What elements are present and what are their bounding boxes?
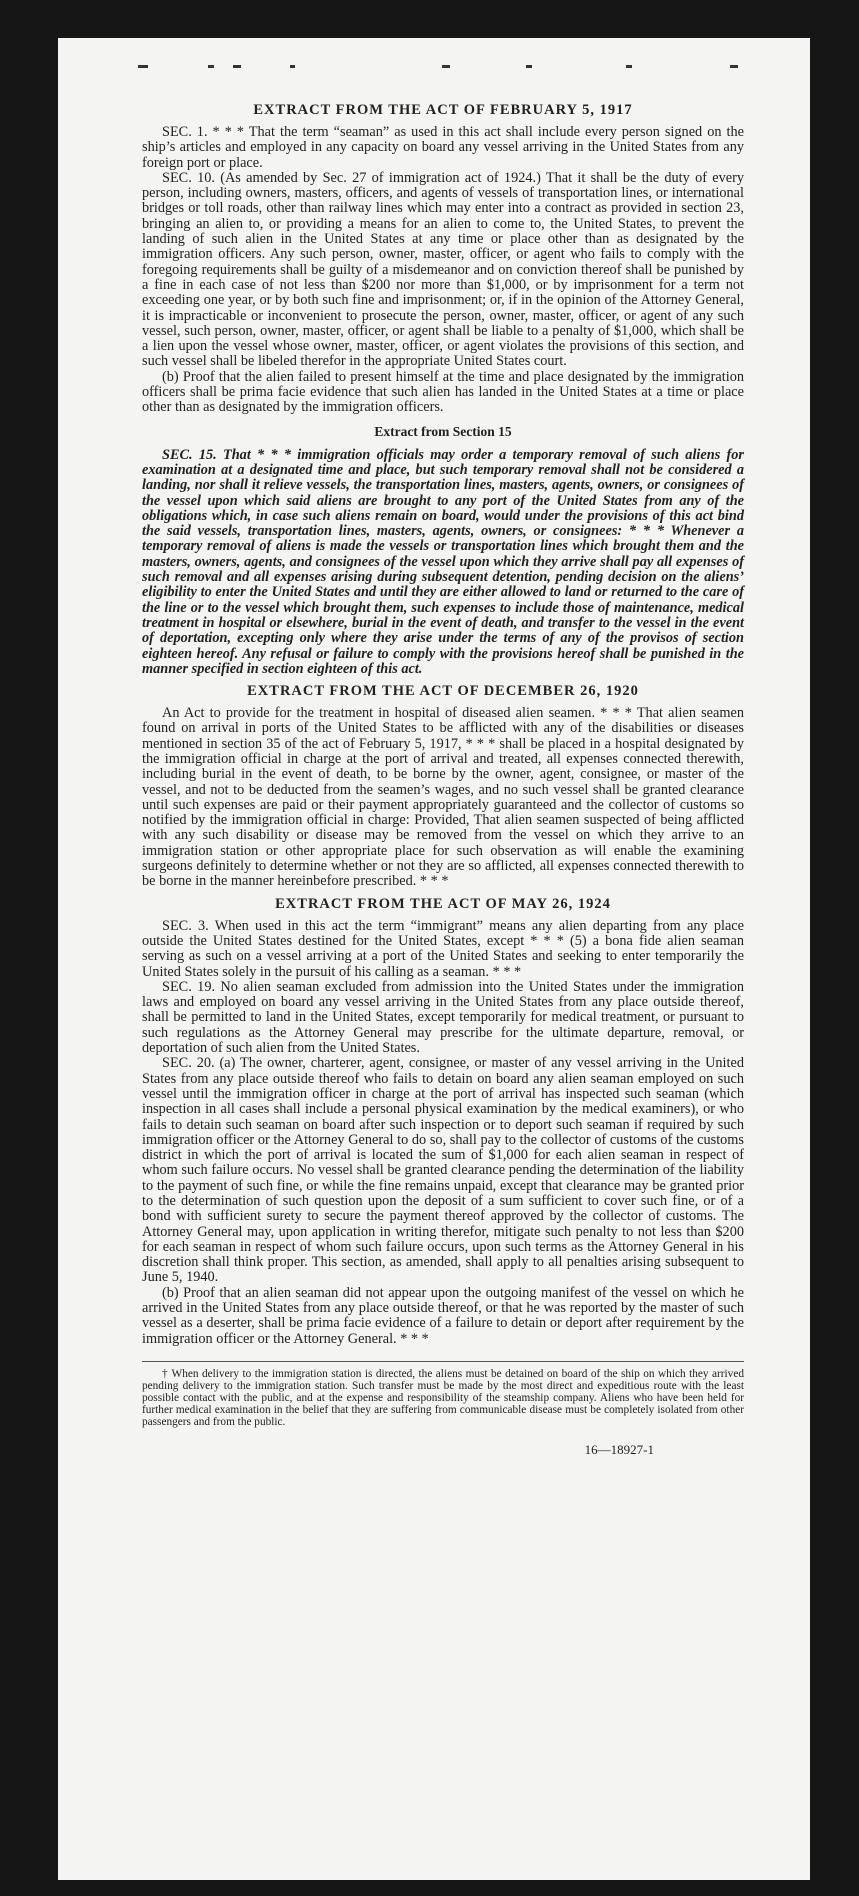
section-15 <box>142 448 744 677</box>
paragraph: (b) Proof that the alien failed to present himself at the time and place designated by the immigration officers shall be prima facie evidence that such alien has landed in the United States at a time or place other than as designated by the immigration officers. <box>142 368 744 416</box>
section-1924 <box>142 919 744 1347</box>
paragraph: SEC. 1. * * * That the term “seaman” as used in this act shall include every person signed on the ship’s articles and employed in any capacity on board any vessel arriving in the United States from any foreign port or place. <box>142 124 744 171</box>
section-title-1924: EXTRACT FROM THE ACT OF MAY 26, 1924 <box>275 895 611 912</box>
paragraph: SEC. 20. (a) The owner, charterer, agent, consignee, or master of any vessel arriving in the United States from any place outside thereof who fails to detain on board any alien seaman employed on such vessel until the immigration officer in charge at the port of arrival has inspected such seaman (which inspection in all cases shall include a personal physical examination by the medical examiners), or who fails to detain such seaman on board after such inspection or to deport such seaman if required by such immigration officer or the Attorney General to do so, shall pay to the collector of customs of the customs district in which the port of arrival is located the sum of $1,000 for each alien seaman in respect of whom such failure occurs. No vessel shall be granted clearance pending the determination of the liability to the payment of such fine, or while the fine remains unpaid, except that clearance may be granted prior to the determination of such question upon the deposit of a sum sufficient to cover such fine, or of a bond with sufficient surety to secure the payment thereof approved by the collector of customs. The Attorney General may, upon application in writing therefor, mitigate such penalty to not less than $200 for each seaman in respect of whom such failure occurs, upon such terms as the Attorney General in his discretion shall think proper. This section, as amended, shall apply to all penalties arising subsequent to June 5, 1940. <box>142 1055 744 1286</box>
section-title-1917: EXTRACT FROM THE ACT OF FEBRUARY 5, 1917 <box>253 102 633 118</box>
section-title-1920: EXTRACT FROM THE ACT OF DECEMBER 26, 1920 <box>247 683 639 700</box>
section-1917 <box>142 125 744 416</box>
section-1920 <box>142 706 744 890</box>
section-title-15: Extract from Section 15 <box>374 423 512 439</box>
footnote-divider <box>142 1361 744 1362</box>
footnote <box>142 1368 744 1428</box>
paragraph: SEC. 3. When used in this act the term “immigrant” means any alien departing from any place outside the United States destined for the United States, except * * * (5) a bona fide alien seaman serving as such on a vessel arriving at a port of the United States and seeking to enter temporarily the United States solely in the pursuit of his calling as a seaman. * * * <box>142 917 744 980</box>
punch-marks <box>58 65 810 75</box>
footnote-text: † When delivery to the immigration station is directed, the aliens must be detained on board of the ship on which they arrived pending delivery to the immigration station. Such transfer must be made by the most direct and expeditious route with the least possible contact with the public, and at the expense and responsibility of the steamship company. Aliens who have been held for further medical examination in the belief that they are suffering from communicable disease must be completely isolated from other passengers and from the public. <box>142 1367 744 1428</box>
paragraph: SEC. 10. (As amended by Sec. 27 of immigration act of 1924.) That it shall be the duty of every person, including owners, masters, officers, and agents of vessels of transportation lines, or international bridges or toll roads, other than railway lines which may enter into a contract as provided in section 23, bringing an alien to, or providing a means for an alien to come to, the United States, to prevent the landing of such alien in the United States at any time or place other than as designated by the immigration officers. Any such person, owner, master, officer, or agent who fails to comply with the foregoing requirements shall be guilty of a misdemeanor and on conviction thereof shall be punished by a fine in each case of not less than $200 nor more than $1,000, or by imprisonment for a term not exceeding one year, or by both such fine and imprisonment; or, if in the opinion of the Attorney General, it is impracticable or inconvenient to prosecute the person, owner, master, officer, or agent of any such vessel, such person, owner, master, officer, or agent shall be liable to a penalty of $1,000, which shall be a lien upon the vessel whose owner, master, officer, or agent violates the provisions of this section, and such vessel shall be libeled therefor in the appropriate United States court. <box>142 169 744 370</box>
paragraph: (b) Proof that an alien seaman did not appear upon the outgoing manifest of the vessel on which he arrived in the United States from any place outside thereof, or that he was reported by the master of such vessel as a deserter, shall be prima facie evidence of a failure to detain or deport after requirement by the immigration officer or the Attorney General. * * * <box>142 1284 744 1347</box>
paragraph: An Act to provide for the treatment in hospital of diseased alien seamen. * * * That alien seamen found on arrival in ports of the United States to be afflicted with any of the disabilities or diseases mentioned in section 35 of the act of February 5, 1917, * * * shall be placed in a hospital designated by the immigration official in charge at the port of arrival and treated, all expenses connected therewith, including burial in the event of death, to be borne by the owner, agent, consignee, or master of the vessel, and not to be deducted from the seamen’s wages, and no such vessel shall be granted clearance until such expenses are paid or their payment appropriately guaranteed and the collector of customs so notified by the immigration official in charge: Provided, That alien seamen suspected of being afflicted with any such disability or disease may be removed from the vessel on which they arrive to an immigration station or other appropriate place for such observation as will enable the examining surgeons definitely to determine whether or not they are so afflicted, all expenses connected therewith to be borne in the manner hereinbefore prescribed. * * * <box>142 705 744 890</box>
document-page <box>58 38 810 1880</box>
form-code: 16—18927-1 <box>584 1441 654 1457</box>
paragraph: SEC. 19. No alien seaman excluded from admission into the United States under the immigration laws and employed on board any vessel arriving in the United States from any place outside thereof, shall be permitted to land in the United States, except temporarily for medical treatment, or pursuant to such regulations as the Attorney General may prescribe for the ultimate departure, removal, or deportation of such alien from the United States. <box>142 978 744 1057</box>
paragraph: SEC. 15. That * * * immigration officials may order a temporary removal of such aliens for examination at a designated time and place, but such temporary removal shall not be considered a landing, nor shall it relieve vessels, the transportation lines, masters, agents, owners, or consignees of the vessel upon which said aliens are brought to any port of the United States from any of the obligations which, in case such aliens remain on board, would under the provisions of this act bind the said vessels, transportation lines, masters, agents, owners, or consignees: * * * Whenever a temporary removal of aliens is made the vessels or transportation lines which brought them and the masters, owners, agents, and consignees of the vessel upon which they arrive shall pay all expenses of such removal and all expenses arising during subsequent detention, pending decision on the aliens’ eligibility to enter the United States and until they are either allowed to land or returned to the care of the line or to the vessel which brought them, such expenses to include those of maintenance, medical treatment in hospital or elsewhere, burial in the event of death, and transfer to the vessel in the event of deportation, excepting only where they arise under the terms of any of the provisos of section eighteen hereof. Any refusal or failure to comply with the provisions hereof shall be punished in the manner specified in section eighteen of this act. <box>142 446 744 677</box>
